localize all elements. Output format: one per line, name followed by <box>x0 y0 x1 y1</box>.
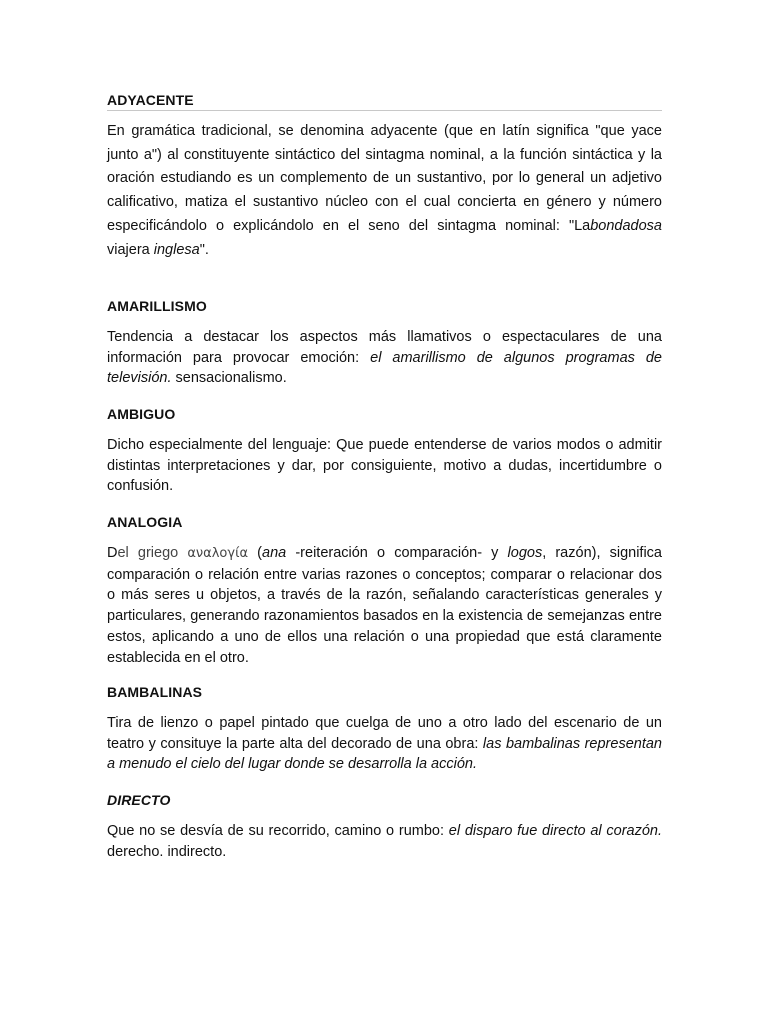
entry-adyacente <box>107 92 662 262</box>
entry-title: AMARILLISMO <box>107 298 207 314</box>
definition-text: D <box>107 545 118 561</box>
entry-amarillismo <box>107 298 662 389</box>
entry-analogia <box>107 514 662 668</box>
definition-text: , razón), significa comparación o relación entre varias razones o conceptos; comparar o relacionar dos o más seres u objetos, a través de la razón, señalando características generales y particulares, generando razonamientos basados en la existencia de semejanzas entre estos, aplicando a uno de ellos una relación o una propiedad que está claramente establecida en el otro. <box>107 545 662 666</box>
term-text: ana <box>262 545 287 561</box>
entry-title: ANALOGIA <box>107 514 183 530</box>
example-text: el disparo fue directo al corazón. <box>448 823 662 839</box>
entry-directo <box>107 792 662 862</box>
example-text: las bambalinas representan a menudo el cielo del lugar donde se desarrolla la acción. <box>107 735 662 773</box>
greek-word: αναλογία <box>187 546 249 561</box>
definition-text: ". <box>199 241 209 258</box>
definition-text: En gramática tradicional, se denomina adyacente (que en latín significa "que yace junto a") al constituyente sintáctico del sintagma nominal, a la función sintáctica y la oración estudiando es un complemento de un sustantivo, por lo general un adjetivo calificativo, matiza el sustantivo núcleo con el cual concierta en género y número especificándolo o explicándolo en el seno del sintagma nominal: "La <box>107 123 662 234</box>
definition-text: viajera <box>107 241 154 258</box>
entry-definition <box>107 713 662 775</box>
entry-title: AMBIGUO <box>107 406 176 422</box>
term-text: logos <box>507 545 543 561</box>
entry-title: BAMBALINAS <box>107 684 203 700</box>
entry-definition <box>107 327 662 389</box>
definition-text: Tendencia a destacar los aspectos más llamativos o espectaculares de una información para provocar emoción: <box>107 329 662 366</box>
definition-text: Que no se desvía de su recorrido, camino o rumbo: <box>107 823 449 839</box>
entry-definition <box>107 543 662 668</box>
example-text: inglesa <box>153 241 200 258</box>
definition-text: -reiteración o comparación- y <box>286 545 508 561</box>
definition-text: derecho. indirecto. <box>107 843 227 860</box>
definition-text: Tira de lienzo o papel pintado que cuelga de uno a otro lado del escenario de un teatro y consituye la parte alta del decorado de una obra: <box>107 715 662 752</box>
example-text: el amarillismo de algunos programas de televisión. <box>107 349 662 387</box>
entry-definition <box>107 821 662 862</box>
entry-title: DIRECTO <box>107 792 171 808</box>
entry-bambalinas <box>107 684 662 775</box>
entry-ambiguo <box>107 406 662 497</box>
entry-title: ADYACENTE <box>107 92 194 108</box>
definition-text: el griego <box>117 545 188 561</box>
definition-text: ( <box>248 545 263 561</box>
title-underline <box>107 110 662 111</box>
entry-definition <box>107 120 662 262</box>
entry-definition: Dicho especialmente del lenguaje: Que puede entenderse de varios modos o admitir distintas interpretaciones y dar, por consiguiente, motivo a dudas, incertidumbre o confusión. <box>107 437 662 495</box>
definition-text: sensacionalismo. <box>171 370 287 387</box>
example-text: bondadosa <box>590 217 662 234</box>
